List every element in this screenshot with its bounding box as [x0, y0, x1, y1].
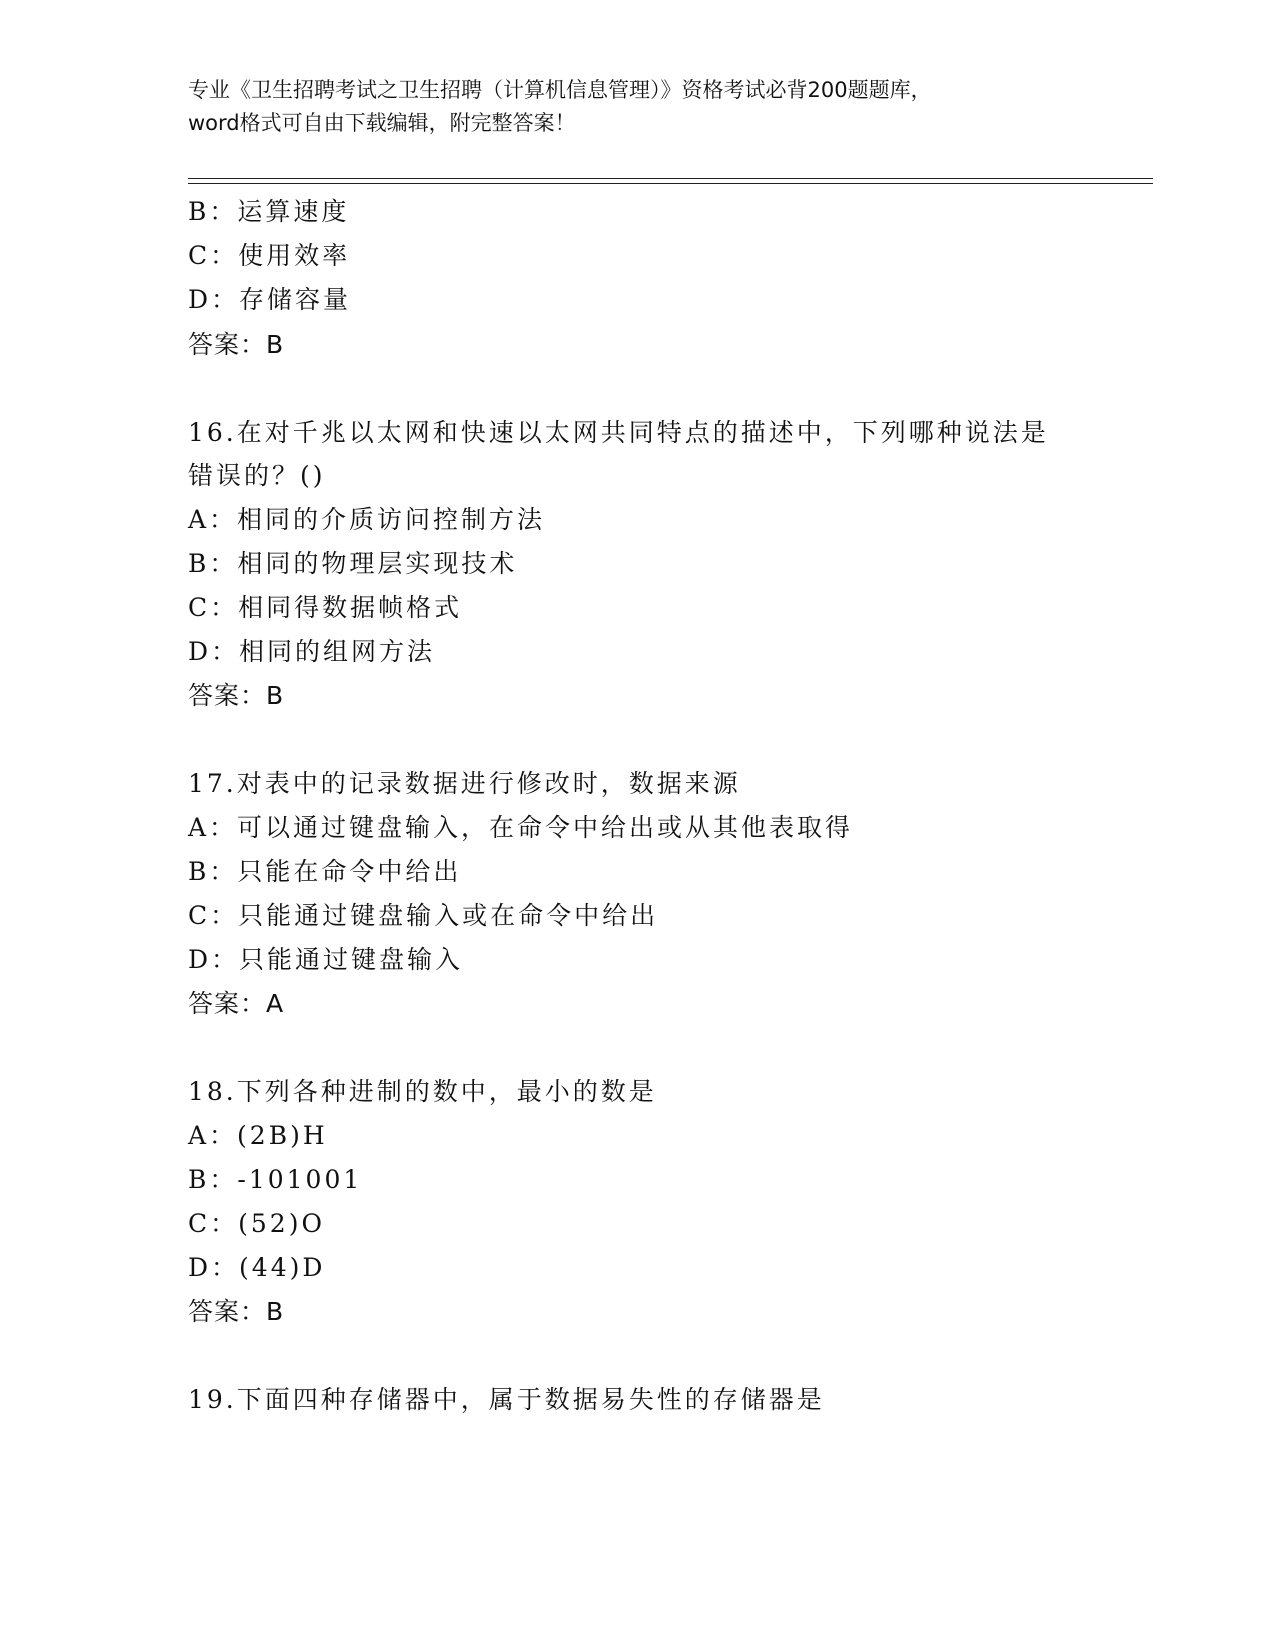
q18-option-d: D：(44)D: [188, 1253, 326, 1282]
q15-option-b: B：运算速度: [188, 197, 350, 226]
q15-answer: 答案：B: [188, 330, 285, 359]
q17-option-b: B：只能在命令中给出: [188, 857, 462, 886]
q18-option-a: A：(2B)H: [188, 1121, 328, 1150]
q17-option-a: A：可以通过键盘输入，在命令中给出或从其他表取得: [188, 813, 854, 842]
question-content: [188, 0, 1128, 1650]
q16-option-a: A：相同的介质访问控制方法: [188, 505, 546, 534]
q16-option-b: B：相同的物理层实现技术: [188, 549, 518, 578]
q17-stem: 17.对表中的记录数据进行修改时，数据来源: [188, 769, 741, 798]
q17-option-c: C：只能通过键盘输入或在命令中给出: [188, 901, 659, 930]
q18-option-c: C：(52)O: [188, 1209, 325, 1238]
q19-stem: 19.下面四种存储器中，属于数据易失性的存储器是: [188, 1385, 825, 1414]
q18-answer: 答案：B: [188, 1297, 285, 1326]
q16-option-d: D：相同的组网方法: [188, 637, 436, 666]
header-line-2: word格式可自由下载编辑，附完整答案！: [188, 111, 576, 135]
q18-stem: 18.下列各种进制的数中，最小的数是: [188, 1077, 657, 1106]
header-line-1: 专业《卫生招聘考试之卫生招聘（计算机信息管理）》资格考试必背200题题库，: [188, 78, 932, 102]
q17-option-d: D：只能通过键盘输入: [188, 945, 464, 974]
q16-stem-line-2: 错误的？(): [188, 461, 326, 490]
q18-option-b: B：-101001: [188, 1165, 363, 1194]
q15-option-d: D：存储容量: [188, 285, 352, 314]
q16-answer: 答案：B: [188, 681, 285, 710]
q17-answer: 答案：A: [188, 989, 285, 1018]
q15-option-c: C：使用效率: [188, 241, 351, 270]
q16-option-c: C：相同得数据帧格式: [188, 593, 463, 622]
q16-stem-line-1: 16.在对千兆以太网和快速以太网共同特点的描述中，下列哪种说法是: [188, 418, 1049, 447]
